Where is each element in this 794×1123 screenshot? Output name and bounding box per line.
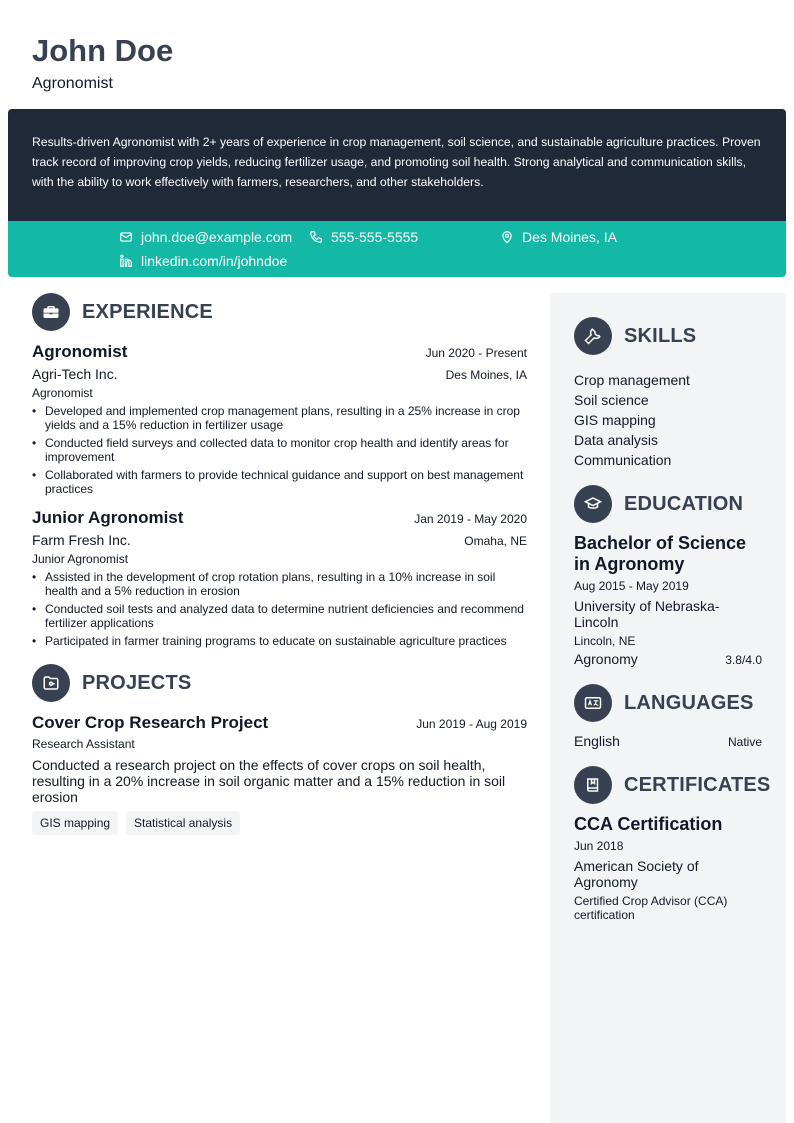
field-of-study: Agronomy (574, 651, 638, 667)
job-title: Junior Agronomist (32, 508, 184, 527)
job-location: Omaha, NE (464, 534, 527, 548)
job-role: Agronomist (32, 386, 93, 400)
main-column (32, 293, 527, 835)
job-dates: Jan 2019 - May 2020 (414, 512, 527, 526)
job-bullets (32, 404, 527, 496)
education-header (574, 485, 762, 523)
language-name: English (574, 733, 620, 749)
email-text: john.doe@example.com (141, 229, 293, 245)
translate-icon (574, 684, 612, 722)
job-role: Junior Agronomist (32, 552, 129, 566)
experience-title: EXPERIENCE (82, 300, 213, 323)
project-tags (32, 811, 527, 835)
wrench-icon (574, 317, 612, 355)
job-bullets (32, 570, 527, 648)
phone-icon (309, 230, 323, 244)
project-role: Research Assistant (32, 737, 135, 751)
skills-list (574, 370, 762, 470)
tag: Statistical analysis (126, 811, 240, 835)
contact-phone[interactable] (309, 229, 418, 245)
linkedin-text: linkedin.com/in/johndoe (141, 253, 288, 269)
phone-text: 555-555-5555 (331, 229, 419, 245)
certificate-name: CCA Certification (574, 814, 723, 834)
list-item: • Collaborated with farmers to provide technical guidance and support on best management practices (32, 468, 527, 496)
graduation-cap-icon (574, 485, 612, 523)
language-row (574, 733, 762, 749)
list-item: Communication (574, 452, 672, 468)
skills-title: SKILLS (624, 324, 697, 347)
certificate-description: Certified Crop Advisor (CCA) certification (574, 894, 728, 922)
contact-bar (8, 221, 786, 277)
list-item: Crop management (574, 372, 690, 388)
languages-title: LANGUAGES (624, 691, 754, 714)
project-description: Conducted a research project on the effects of cover crops on soil health, resulting in a 20% increase in soil organic matter and a 15% reduction in soil erosion (32, 757, 506, 805)
education-dates: Aug 2015 - May 2019 (574, 579, 689, 593)
certificate-entry (574, 814, 762, 922)
school-location: Lincoln, NE (574, 634, 636, 648)
experience-header (32, 293, 527, 331)
education-entry (574, 533, 762, 667)
summary-text: Results-driven Agronomist with 2+ years of experience in crop management, soil science, and sustainable agriculture practices. Proven track record of improving crop yields, reducing fertilizer usage, and promoting soil health. Strong analytical and communication skills, with the ability to work effectively with farmers, researchers, and other stakeholders. (32, 135, 761, 189)
mail-icon (119, 230, 133, 244)
projects-header (32, 664, 527, 702)
list-item: Data analysis (574, 432, 659, 448)
candidate-title: Agronomist (32, 75, 113, 92)
summary-panel (8, 109, 786, 221)
list-item: • Participated in farmer training programs to educate on sustainable agriculture practices (32, 634, 527, 648)
tag: GIS mapping (32, 811, 118, 835)
certificate-issuer: American Society of Agronomy (574, 858, 699, 890)
book-icon (574, 766, 612, 804)
job-title: Agronomist (32, 342, 128, 361)
linkedin-icon (119, 254, 133, 268)
list-item: • Assisted in the development of crop rotation plans, resulting in a 10% increase in soil health and a 5% reduction in erosion (32, 570, 527, 598)
resume-header (32, 34, 173, 93)
sidebar (550, 293, 786, 1123)
map-pin-icon (500, 230, 514, 244)
contact-email[interactable] (119, 229, 292, 245)
certificate-date: Jun 2018 (574, 839, 624, 853)
list-item: • Developed and implemented crop management plans, resulting in a 25% increase in crop yields and a 15% reduction in fertilizer usage (32, 404, 527, 432)
folder-icon (32, 664, 70, 702)
skills-header (574, 317, 762, 355)
job-entry (32, 508, 527, 648)
job-entry (32, 342, 527, 496)
languages-header (574, 684, 762, 722)
project-dates: Jun 2019 - Aug 2019 (416, 717, 527, 731)
project-entry (32, 713, 527, 835)
school-name: University of Nebraska-Lincoln (574, 598, 720, 630)
job-location: Des Moines, IA (445, 368, 527, 382)
language-level: Native (727, 735, 762, 749)
degree: Bachelor of Science in Agronomy (574, 533, 747, 574)
gpa: 3.8/4.0 (725, 653, 762, 667)
list-item: • Conducted soil tests and analyzed data to determine nutrient deficiencies and recommend fertilizer applications (32, 602, 527, 630)
certificates-title: CERTIFICATES (624, 773, 771, 796)
certificates-header (574, 766, 771, 804)
list-item: • Conducted field surveys and collected data to monitor crop health and identify areas for improvement (32, 436, 527, 464)
location-text: Des Moines, IA (522, 229, 617, 245)
list-item: GIS mapping (574, 412, 656, 428)
candidate-name: John Doe (32, 33, 174, 68)
job-company: Agri-Tech Inc. (32, 366, 118, 382)
contact-location (500, 229, 617, 245)
projects-title: PROJECTS (82, 671, 192, 694)
education-title: EDUCATION (624, 492, 744, 515)
job-company: Farm Fresh Inc. (32, 532, 131, 548)
list-item: Soil science (574, 392, 649, 408)
briefcase-icon (32, 293, 70, 331)
contact-linkedin[interactable] (119, 253, 287, 269)
project-title: Cover Crop Research Project (32, 713, 269, 732)
job-dates: Jun 2020 - Present (425, 346, 527, 360)
